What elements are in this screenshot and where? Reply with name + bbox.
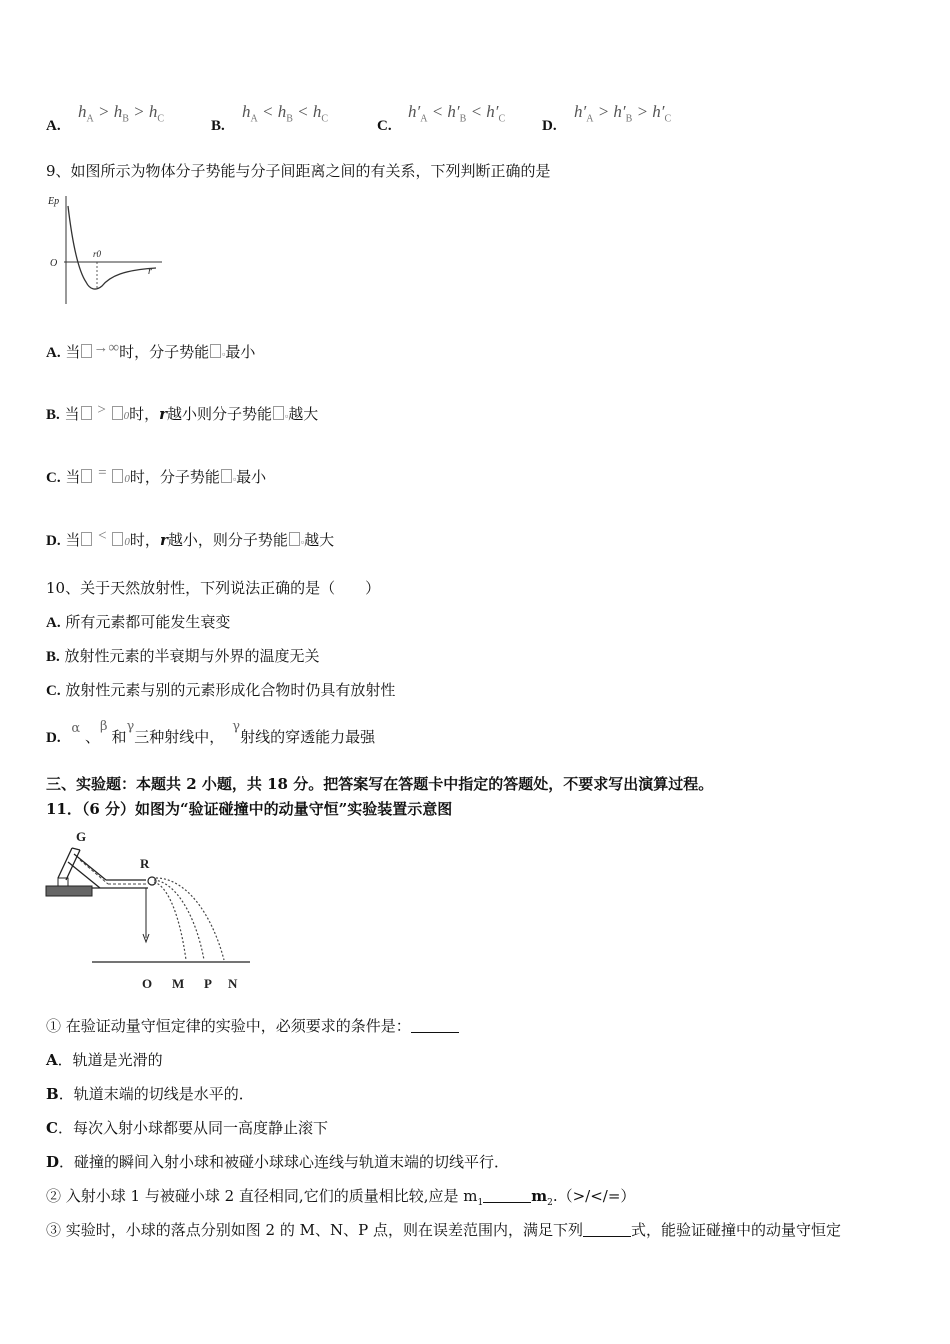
q9-option-c: C. 当 = 0时，分子势能 ▫最小 <box>46 465 267 486</box>
ramp-top <box>72 848 80 850</box>
q11-option-d <box>46 1153 509 1171</box>
q11-sub2-sub1: 1 <box>477 1198 484 1208</box>
q11-option-d-letter: D <box>46 1153 60 1171</box>
q9-option-b-text1: 越小则分子势能 <box>167 405 273 423</box>
q11-option-a-letter: A <box>46 1051 58 1069</box>
missing-glyph-icon <box>112 532 123 546</box>
q9-option-c-text1: 时，分子势能 <box>129 468 220 486</box>
q9-option-a-symbol: →∞ <box>93 340 120 356</box>
q9-option-c-pre: 当 <box>65 468 81 486</box>
collision-apparatus-figure <box>44 826 254 994</box>
gamma-symbol-2: γ <box>232 719 241 734</box>
q10-option-a <box>46 613 230 632</box>
q10-stem: 10、关于天然放射性，下列说法正确的是（ ） <box>46 579 381 597</box>
q9-option-b-pre: 当 <box>64 405 80 423</box>
potential-energy-figure <box>44 190 174 308</box>
q9-option-d-r: r <box>159 531 168 549</box>
q9-option-b-text2: 越大 <box>288 405 319 423</box>
q10-option-c-text: 放射性元素与别的元素形成化合物时仍具有放射性 <box>65 681 396 699</box>
label-o: O <box>142 976 153 991</box>
q10-option-c <box>46 681 395 700</box>
missing-glyph-icon <box>81 532 92 546</box>
q9-option-d-symbol: < <box>98 528 107 544</box>
q9-option-d-sub: 0 <box>124 536 130 548</box>
q8-option-a-letter: A. <box>46 118 61 134</box>
q10-option-d-and: 和 <box>111 728 127 746</box>
q9-option-c-text2: 最小 <box>236 468 267 486</box>
q11-sub3-post: 式，能验证碰撞中的动量守恒定 <box>630 1221 841 1239</box>
q10-option-d-post: 射线的穿透能力最强 <box>240 728 376 746</box>
q11-sub2 <box>46 1187 635 1212</box>
q11-option-b-letter: B <box>46 1085 59 1103</box>
r-label: r <box>148 266 152 277</box>
section-3-heading: 三、实验题：本题共 2 小题，共 18 分。把答案写在答题卡中指定的答题处，不要求写出演算过程。 <box>46 775 714 793</box>
missing-glyph-icon <box>221 469 232 483</box>
q11-option-c-text: ．每次入射小球都要从同一高度静止滚下 <box>57 1119 328 1137</box>
q9-option-a-pre: 当 <box>65 343 81 361</box>
q8-option-b-expr: $h_A < h_B < h_C$ <box>242 102 329 125</box>
missing-glyph-icon <box>81 406 92 420</box>
q10-option-d-sep: 、 <box>84 728 100 746</box>
q9-option-b-symbol: > <box>97 402 106 418</box>
alpha-symbol: α <box>71 721 81 736</box>
q9-option-b-letter: B. <box>46 407 60 423</box>
apparatus-base <box>46 886 92 896</box>
q11-option-b-text: ．轨道末端的切线是水平的． <box>58 1085 254 1103</box>
q10-option-a-text: 所有元素都可能发生衰变 <box>65 613 231 631</box>
q9-option-c-letter: C. <box>46 470 61 486</box>
label-n: N <box>228 976 238 991</box>
q10-option-a-letter: A. <box>46 615 61 631</box>
q11-sub3 <box>46 1221 841 1239</box>
q9-option-b-r: r <box>159 405 168 423</box>
q11-option-d-text: ．碰撞的瞬间入射小球和被碰小球球心连线与轨道末端的切线平行． <box>59 1153 510 1171</box>
r0-label: r0 <box>93 249 102 259</box>
q9-option-b-sub: 0 <box>123 410 130 422</box>
answer-blank[interactable] <box>583 1222 631 1237</box>
q10-option-b-text: 放射性元素的半衰期与外界的温度无关 <box>64 647 320 665</box>
q9-option-b-mid: 时， <box>129 405 160 423</box>
q8-option-b-letter: B. <box>211 118 225 134</box>
answer-blank[interactable] <box>483 1188 531 1203</box>
track-dashed <box>80 860 108 884</box>
q9-option-d-mid: 时， <box>129 531 160 549</box>
q11-sub1 <box>46 1017 459 1035</box>
beta-symbol: β <box>99 719 108 734</box>
missing-glyph-icon <box>210 344 221 358</box>
q9-option-c-sub: 0 <box>124 473 130 485</box>
q10-option-d <box>46 719 376 748</box>
trajectory-p <box>154 880 204 960</box>
q11-sub2-sub2: 2 <box>547 1198 553 1208</box>
q9-option-a-letter: A. <box>46 345 61 361</box>
q9-option-a-text2: 最小 <box>225 343 256 361</box>
q10-option-c-letter: C. <box>46 683 61 699</box>
q11-stem: 11．（6 分）如图为“验证碰撞中的动量守恒”实验装置示意图 <box>46 800 453 818</box>
q8-option-a-expr: $h_A > h_B > h_C$ <box>78 102 165 125</box>
label-m: M <box>172 976 185 991</box>
q10-option-b-letter: B. <box>46 649 60 665</box>
q8-option-d-letter: D. <box>542 118 557 134</box>
missing-glyph-icon <box>289 532 300 546</box>
q9-option-d-letter: D. <box>46 533 61 549</box>
q9-option-a-text1: 时，分子势能 <box>119 343 210 361</box>
q9-option-d-text1: 越小，则分子势能 <box>167 531 288 549</box>
q11-sub3-text: ③ 实验时，小球的落点分别如图 2 的 M、N、P 点，则在误差范围内，满足下列 <box>46 1221 583 1239</box>
label-g: G <box>76 829 87 844</box>
trajectory-n <box>156 878 224 960</box>
q9-option-d: D. 当 < 0时，r越小，则分子势能 ▫越大 <box>46 528 335 549</box>
q11-sub2-post: .（>/</=） <box>552 1187 636 1205</box>
ramp-slope-lower <box>68 862 100 888</box>
q11-option-c <box>46 1119 328 1137</box>
origin-label: O <box>50 258 58 269</box>
q11-option-c-letter: C <box>46 1119 58 1137</box>
q11-sub2-text: ② 入射小球 1 与被碰小球 2 直径相同,它们的质量相比较,应是 m <box>46 1187 478 1205</box>
missing-glyph-icon <box>273 406 284 420</box>
missing-glyph-icon <box>81 469 92 483</box>
potential-curve <box>68 206 156 289</box>
q9-option-b: B. 当 > 0时，r越小则分子势能 ▫越大 <box>46 402 319 423</box>
label-r: R <box>140 856 150 871</box>
q8-option-c-expr: $h'_A < h'_B < h'_C$ <box>408 102 506 125</box>
missing-glyph-icon <box>112 406 123 420</box>
ep-label: Ep <box>48 196 60 207</box>
q9-option-c-symbol: = <box>98 465 107 481</box>
ramp-edge-2 <box>66 850 80 880</box>
q11-option-b <box>46 1085 254 1103</box>
q10-option-d-letter: D. <box>46 730 61 746</box>
q9-option-a: A. 当 →∞时，分子势能 ▫最小 <box>46 340 256 361</box>
q9-option-d-text2: 越大 <box>304 531 335 549</box>
q11-option-a <box>46 1051 163 1069</box>
missing-glyph-icon <box>81 344 92 358</box>
q11-sub1-text: ① 在验证动量守恒定律的实验中，必须要求的条件是： <box>46 1017 411 1035</box>
q9-option-d-pre: 当 <box>65 531 81 549</box>
label-p: P <box>204 976 212 991</box>
q9-stem: 9、如图所示为物体分子势能与分子间距离之间的有关系，下列判断正确的是 <box>46 162 551 180</box>
q8-option-d-expr: $h'_A > h'_B > h'_C$ <box>574 102 672 125</box>
missing-glyph-icon <box>112 469 123 483</box>
q10-option-d-mid: 三种射线中， <box>134 728 225 746</box>
target-ball <box>148 877 156 885</box>
answer-blank[interactable] <box>411 1018 459 1033</box>
trajectory-m <box>154 882 186 960</box>
q8-option-c-letter: C. <box>377 118 392 134</box>
ramp-slope-upper <box>74 854 106 880</box>
q11-sub2-m2: m <box>531 1187 548 1205</box>
q10-option-b <box>46 647 320 666</box>
q11-option-a-text: ．轨道是光滑的 <box>57 1051 163 1069</box>
gamma-symbol: γ <box>126 719 135 734</box>
